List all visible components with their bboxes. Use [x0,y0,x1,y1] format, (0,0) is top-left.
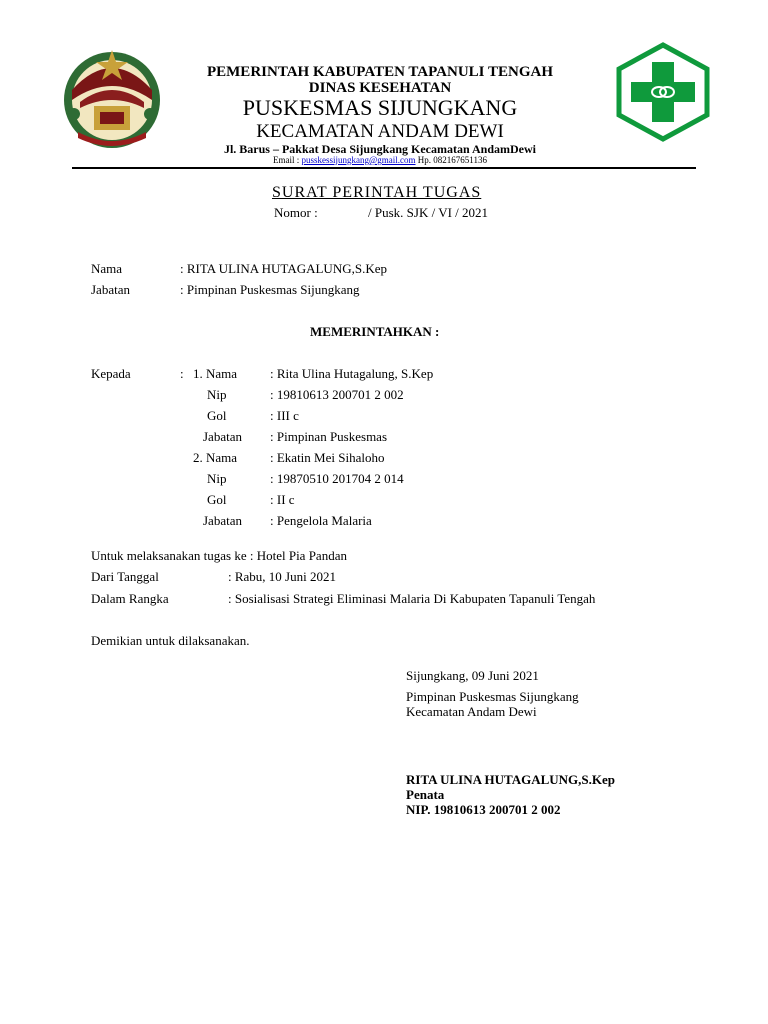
person-2-name-value: : Ekatin Mei Sihaloho [270,450,385,465]
task-date-value: : Rabu, 10 Juni 2021 [228,569,336,584]
health-cross-logo [614,42,712,142]
person-1-gol-value: : III c [270,408,299,423]
issuer-position-label: Jabatan [91,282,130,297]
signatory-name: RITA ULINA HUTAGALUNG,S.Kep [406,772,615,787]
task-destination: Untuk melaksanakan tugas ke : Hotel Pia Pandan [91,548,347,563]
person-2-position-label: Jabatan [203,513,242,528]
person-2-gol-label: Gol [207,492,227,507]
person-2-nip-value: : 19870510 201704 2 014 [270,471,404,486]
nomor-value: / Pusk. SJK / VI / 2021 [368,205,489,220]
person-1-position-label: Jabatan [203,429,242,444]
header-department: DINAS KESEHATAN [308,80,452,96]
task-date-label: Dari Tanggal [91,569,159,584]
signature-place-date: Sijungkang, 09 Juni 2021 [406,668,539,683]
document-title: SURAT PERINTAH TUGAS [272,184,482,201]
nomor-label: Nomor : [274,205,318,220]
person-2-name-label: 2. Nama [193,450,238,465]
person-2-position-value: : Pengelola Malaria [270,513,372,528]
person-1-gol-label: Gol [207,408,227,423]
header-address: Jl. Barus – Pakkat Desa Sijungkang Kecamatan AndamDewi [223,142,537,156]
person-1-name-label: 1. Nama [193,366,238,381]
person-1-name-value: : Rita Ulina Hutagalung, S.Kep [270,366,434,381]
letterhead-divider [72,167,696,169]
task-purpose-value: : Sosialisasi Strategi Eliminasi Malaria Di Kabupaten Tapanuli Tengah [228,591,596,606]
signatory-nip: NIP. 19810613 200701 2 002 [406,802,561,817]
email-link[interactable]: pusskessijungkang@gmail.com [301,155,416,165]
command-heading: MEMERINTAHKAN : [310,324,440,339]
header-district: KECAMATAN ANDAM DEWI [256,121,504,142]
person-1-position-value: : Pimpinan Puskesmas [270,429,388,444]
header-contact [150,155,610,165]
issuer-position-value: : Pimpinan Puskesmas Sijungkang [180,282,360,297]
task-purpose-label: Dalam Rangka [91,591,169,606]
issuer-name-value: : RITA ULINA HUTAGALUNG,S.Kep [180,261,387,276]
phone-number: Hp. 082167651136 [417,155,487,165]
email-label: Email : [273,155,300,165]
signature-position: Pimpinan Puskesmas Sijungkang [406,689,579,704]
kepada-colon: : [180,366,184,381]
person-2-gol-value: : II c [270,492,295,507]
signatory-rank: Penata [406,787,445,802]
person-2-nip-label: Nip [207,471,227,486]
kepada-label: Kepada [91,366,131,381]
header-institution: PUSKESMAS SIJUNGKANG [242,95,518,120]
signature-district: Kecamatan Andam Dewi [406,704,537,719]
person-1-nip-value: : 19810613 200701 2 002 [270,387,404,402]
closing-statement: Demikian untuk dilaksanakan. [91,633,250,648]
person-1-nip-label: Nip [207,387,227,402]
issuer-name-label: Nama [91,261,123,276]
header-government: PEMERINTAH KABUPATEN TAPANULI TENGAH [206,64,553,80]
